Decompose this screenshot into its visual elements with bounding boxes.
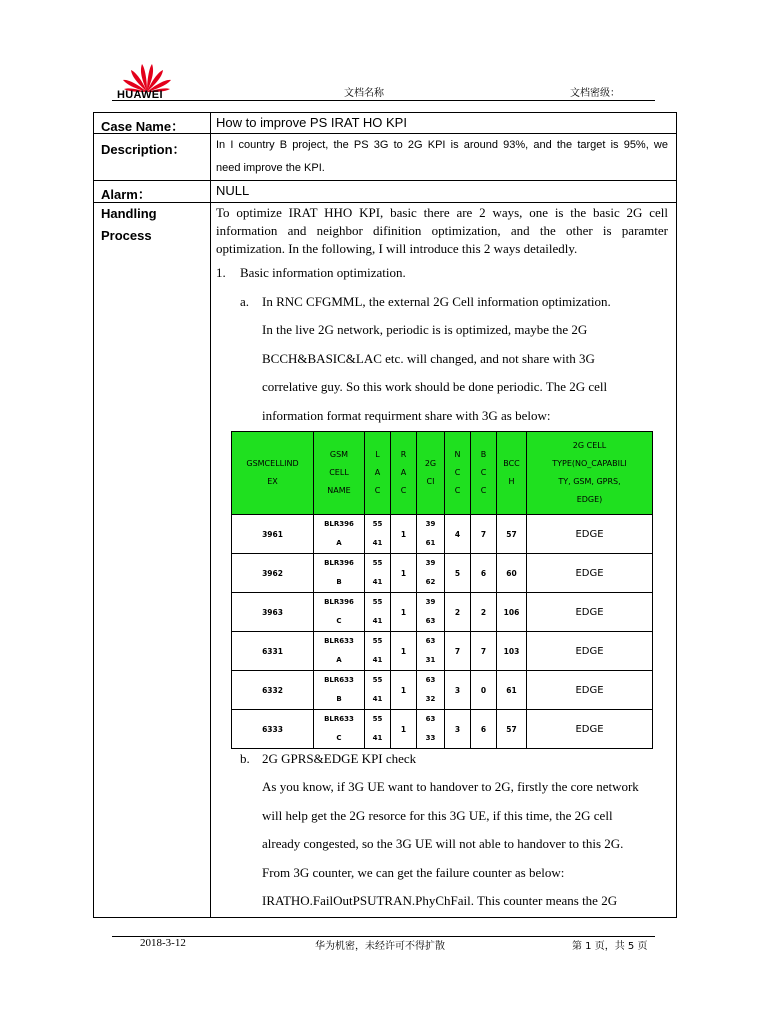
item-b-line-3: already congested, so the 3G UE will not able to handover to this 2G. bbox=[262, 836, 624, 851]
cell-ncc: 4 bbox=[445, 515, 471, 554]
column-divider bbox=[210, 113, 211, 917]
doc-secret-label: 文档密级： bbox=[570, 88, 620, 99]
cell-name: BLR396 C bbox=[314, 593, 365, 632]
item-b-title: 2G GPRS&EDGE KPI check bbox=[262, 751, 417, 766]
item-a-title: In RNC CFGMML, the external 2G Cell information optimization. bbox=[262, 294, 611, 309]
cell-lac: 55 41 bbox=[365, 671, 391, 710]
item-a-line-2: BCCH&BASIC&LAC etc. will changed, and not share with 3G bbox=[262, 351, 595, 366]
item-1-text: Basic information optimization. bbox=[240, 265, 406, 280]
cell-lac: 55 41 bbox=[365, 593, 391, 632]
case-name-label: Case Name： bbox=[101, 119, 185, 134]
cell-type: EDGE bbox=[527, 671, 653, 710]
header-divider bbox=[112, 100, 655, 101]
cell-type: EDGE bbox=[527, 554, 653, 593]
header-bcch: BCC H bbox=[497, 432, 527, 515]
cell-bcc: 7 bbox=[471, 632, 497, 671]
cell-index: 3962 bbox=[232, 554, 314, 593]
cell-ci: 63 33 bbox=[417, 710, 445, 749]
cell-lac: 55 41 bbox=[365, 710, 391, 749]
case-name-value: How to improve PS IRAT HO KPI bbox=[216, 115, 407, 130]
cell-index: 3961 bbox=[232, 515, 314, 554]
cell-bcch: 60 bbox=[497, 554, 527, 593]
cell-ci: 39 63 bbox=[417, 593, 445, 632]
cell-ncc: 3 bbox=[445, 671, 471, 710]
table-row bbox=[232, 515, 653, 554]
description-label: Description： bbox=[101, 142, 186, 157]
row-divider bbox=[94, 202, 676, 203]
item-b-line-5: IRATHO.FailOutPSUTRAN.PhyChFail. This counter means the 2G bbox=[262, 893, 618, 908]
cell-bcch: 61 bbox=[497, 671, 527, 710]
cell-type: EDGE bbox=[527, 515, 653, 554]
cell-ncc: 5 bbox=[445, 554, 471, 593]
description-line-1: In I country B project, the PS 3G to 2G KPI is around 93%, and the target is 95%, we bbox=[216, 139, 668, 151]
cell-type: EDGE bbox=[527, 593, 653, 632]
header-gsmcellindex: GSMCELLIND EX bbox=[232, 432, 314, 515]
cell-bcc: 6 bbox=[471, 554, 497, 593]
cell-rac: 1 bbox=[391, 671, 417, 710]
cell-ci: 39 62 bbox=[417, 554, 445, 593]
table-row bbox=[232, 554, 653, 593]
cell-ncc: 2 bbox=[445, 593, 471, 632]
header-2g-cell-type: 2G CELL TYPE(NO_CAPABILI TY, GSM, GPRS, EDGE) bbox=[527, 432, 653, 515]
logo-text: HUAWEI bbox=[117, 89, 163, 101]
cell-type: EDGE bbox=[527, 710, 653, 749]
case-table bbox=[93, 112, 677, 918]
table-row bbox=[232, 710, 653, 749]
item-a-line-1: In the live 2G network, periodic is is optimized, maybe the 2G bbox=[262, 322, 588, 337]
cell-name: BLR396 B bbox=[314, 554, 365, 593]
header-gsm-cell-name: GSM CELL NAME bbox=[314, 432, 365, 515]
item-a-line-3: correlative guy. So this work should be done periodic. The 2G cell bbox=[262, 379, 608, 394]
cell-bcc: 6 bbox=[471, 710, 497, 749]
alarm-value: NULL bbox=[216, 183, 250, 198]
cell-rac: 1 bbox=[391, 515, 417, 554]
cell-ncc: 3 bbox=[445, 710, 471, 749]
cell-ci: 63 31 bbox=[417, 632, 445, 671]
header-2g-ci: 2G CI bbox=[417, 432, 445, 515]
intro-line-3: optimization. In the following, I will introduce this 2 ways detailedly. bbox=[216, 241, 578, 256]
table-row bbox=[232, 671, 653, 710]
table-row bbox=[232, 593, 653, 632]
cell-rac: 1 bbox=[391, 710, 417, 749]
cell-name: BLR633 B bbox=[314, 671, 365, 710]
cell-rac: 1 bbox=[391, 593, 417, 632]
cell-bcc: 7 bbox=[471, 515, 497, 554]
item-1-number: 1. bbox=[216, 265, 226, 280]
cell-lac: 55 41 bbox=[365, 632, 391, 671]
row-divider bbox=[94, 180, 676, 181]
footer-date: 2018-3-12 bbox=[140, 937, 186, 949]
cell-ncc: 7 bbox=[445, 632, 471, 671]
table-header-row bbox=[232, 432, 653, 515]
cell-bcc: 2 bbox=[471, 593, 497, 632]
cell-index: 6331 bbox=[232, 632, 314, 671]
header-ncc: N C C bbox=[445, 432, 471, 515]
doc-name-label: 文档名称 bbox=[344, 88, 384, 99]
header-bcc: B C C bbox=[471, 432, 497, 515]
item-b-line-2: will help get the 2G resorce for this 3G UE, if this time, the 2G cell bbox=[262, 808, 613, 823]
description-line-2: need improve the KPI. bbox=[216, 162, 325, 174]
cell-bcch: 106 bbox=[497, 593, 527, 632]
cell-ci: 39 61 bbox=[417, 515, 445, 554]
item-a-line-4: information format requirment share with 3G as below: bbox=[262, 408, 551, 423]
process-label: Process bbox=[101, 228, 152, 243]
item-b-line-4: From 3G counter, we can get the failure counter as below: bbox=[262, 865, 565, 880]
cell-rac: 1 bbox=[391, 554, 417, 593]
cell-index: 6333 bbox=[232, 710, 314, 749]
cell-index: 6332 bbox=[232, 671, 314, 710]
cell-type: EDGE bbox=[527, 632, 653, 671]
gsm-cell-table bbox=[231, 431, 653, 749]
header-lac: L A C bbox=[365, 432, 391, 515]
cell-index: 3963 bbox=[232, 593, 314, 632]
cell-name: BLR396 A bbox=[314, 515, 365, 554]
cell-bcch: 103 bbox=[497, 632, 527, 671]
cell-lac: 55 41 bbox=[365, 554, 391, 593]
header-rac: R A C bbox=[391, 432, 417, 515]
footer-page-number: 第 1 页，共 5 页 bbox=[572, 941, 648, 952]
table-row bbox=[232, 632, 653, 671]
cell-bcc: 0 bbox=[471, 671, 497, 710]
handling-label: Handling bbox=[101, 206, 157, 221]
item-a-letter: a. bbox=[240, 294, 250, 309]
cell-lac: 55 41 bbox=[365, 515, 391, 554]
alarm-label: Alarm： bbox=[101, 187, 151, 202]
footer-confidential: 华为机密，未经许可不得扩散 bbox=[315, 941, 445, 952]
item-b-line-1: As you know, if 3G UE want to handover to 2G, firstly the core network bbox=[262, 779, 639, 794]
cell-name: BLR633 C bbox=[314, 710, 365, 749]
cell-bcch: 57 bbox=[497, 710, 527, 749]
cell-bcch: 57 bbox=[497, 515, 527, 554]
intro-line-1: To optimize IRAT HHO KPI, basic there are 2 ways, one is the basic 2G cell bbox=[216, 205, 668, 220]
item-b-letter: b. bbox=[240, 751, 250, 766]
intro-line-2: information and neighbor difinition optimization, and the other is paramter bbox=[216, 223, 668, 238]
cell-name: BLR633 A bbox=[314, 632, 365, 671]
cell-ci: 63 32 bbox=[417, 671, 445, 710]
cell-rac: 1 bbox=[391, 632, 417, 671]
